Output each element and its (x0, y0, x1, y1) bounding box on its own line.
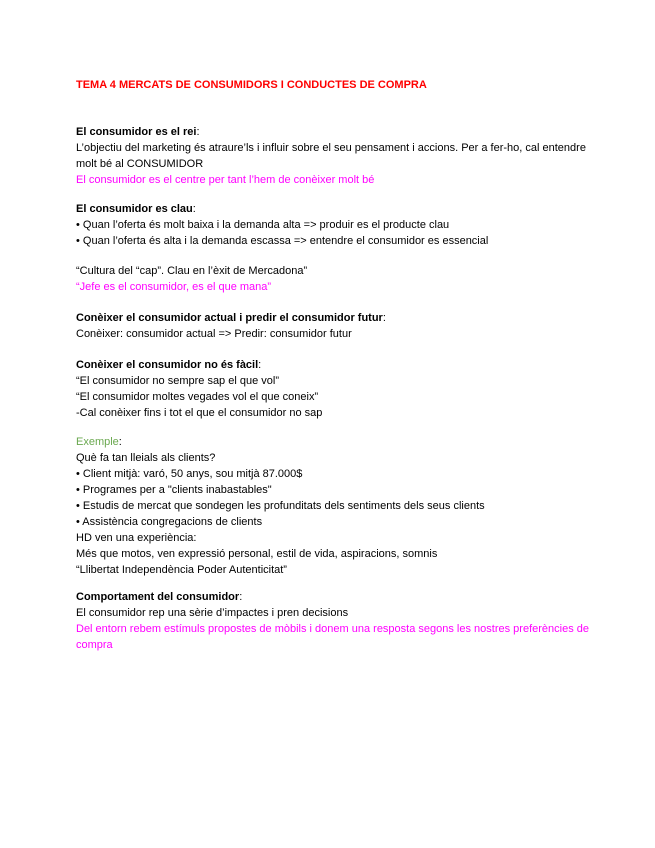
highlight-note: “Jefe es el consumidor, es el que mana” (76, 281, 272, 293)
bullet-item: • Assistència congregacions de clients (76, 516, 263, 528)
section-comportament: Comportament del consumidor: El consumidor rep una sèrie d’impactes i pren decisions Del entorn rebem estímuls propostes de mòbils i donem una resposta segons les nostres preferències de compra (76, 589, 596, 653)
bullet-item: • Quan l’oferta és alta i la demanda escassa => entendre el consumidor es essencial (76, 235, 489, 247)
section-cultura-cap (76, 263, 596, 295)
section-body: Conèixer: consumidor actual => Predir: consumidor futur (76, 328, 352, 340)
list-item: HD ven una experiència: (76, 532, 197, 544)
list-item: -Cal conèixer fins i tot el que el consumidor no sap (76, 407, 323, 419)
bullet-item: • Quan l’oferta és molt baixa i la demanda alta => produir es el producte clau (76, 219, 450, 231)
bullet-item: • Estudis de mercat que sondegen les profunditats dels sentiments dels seus clients (76, 500, 485, 512)
section-body: El consumidor rep una sèrie d’impactes i pren decisions (76, 607, 349, 619)
list-item: Què fa tan lleials als clients? (76, 452, 216, 464)
list-item: “Llibertat Independència Poder Autenticitat” (76, 564, 287, 576)
list-item: “El consumidor no sempre sap el que vol” (76, 375, 279, 387)
quote-line: “Cultura del “cap”. Clau en l’èxit de Mercadona” (76, 265, 308, 277)
section-heading: Comportament del consumidor (76, 591, 240, 603)
section-heading: El consumidor es clau (76, 203, 193, 215)
section-exemple: Exemple: Què fa tan lleials als clients? • Client mitjà: varó, 50 anys, sou mitjà 87.000$ • Programes per a "clients inabastables" • Estudis de mercat que sondegen les profunditats dels sentiments dels seus clients • Assistència congregacions de clients HD ven una experiència: Més que motos, ven expressió personal, estil de vida, aspiracions, somnis “Llibertat Independència Poder Autenticitat” (76, 434, 596, 578)
section-heading: Conèixer el consumidor no és fàcil (76, 359, 259, 371)
bullet-item: • Client mitjà: varó, 50 anys, sou mitjà 87.000$ (76, 468, 303, 480)
section-body: L’objectiu del marketing és atraure’ls i influir sobre el seu pensament i accions. Per a fer-ho, cal entendre molt bé al CONSUMIDOR (76, 142, 586, 170)
list-item: “El consumidor moltes vegades vol el que coneix” (76, 391, 319, 403)
section-heading: Conèixer el consumidor actual i predir el consumidor futur (76, 312, 383, 324)
section-consumidor-clau: El consumidor es clau: • Quan l’oferta és molt baixa i la demanda alta => produir es el producte clau • Quan l’oferta és alta i la demanda escassa => entendre el consumidor es essencial (76, 201, 596, 249)
highlight-note: Del entorn rebem estímuls propostes de mòbils i donem una resposta segons les nostres preferències de compra (76, 623, 589, 651)
section-heading: El consumidor es el rei (76, 126, 197, 138)
section-no-facil: Conèixer el consumidor no és fàcil: “El consumidor no sempre sap el que vol” “El consumidor moltes vegades vol el que coneix” -Cal conèixer fins i tot el que el consumidor no sap (76, 357, 596, 421)
section-consumidor-rei: El consumidor es el rei: L’objectiu del marketing és atraure’ls i influir sobre el seu pensament i accions. Per a fer-ho, cal entendre molt bé al CONSUMIDOR El consumidor es el centre per tant l’hem de conèixer molt bé (76, 124, 596, 188)
example-heading: Exemple (76, 436, 119, 448)
document-title: TEMA 4 MERCATS DE CONSUMIDORS I CONDUCTES DE COMPRA (76, 79, 427, 91)
bullet-item: • Programes per a "clients inabastables" (76, 484, 272, 496)
list-item: Més que motos, ven expressió personal, estil de vida, aspiracions, somnis (76, 548, 438, 560)
highlight-note: El consumidor es el centre per tant l’hem de conèixer molt bé (76, 174, 375, 186)
section-actual-futur: Conèixer el consumidor actual i predir el consumidor futur: Conèixer: consumidor actual => Predir: consumidor futur (76, 310, 596, 342)
